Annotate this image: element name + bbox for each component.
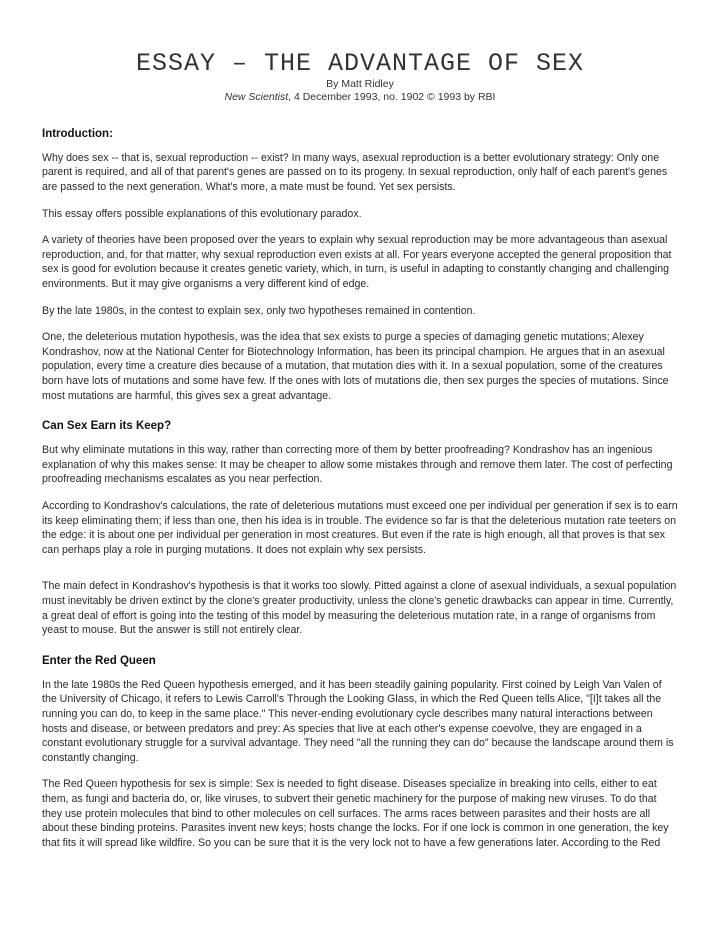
paragraph: In the late 1980s the Red Queen hypothesis emerged, and it has been steadily gaining popularity. First coined by Leigh Van Valen of the University of Chicago, it refers to Lewis Carroll's Through the Looking Glass, in which the Red Queen tells Alice, "[I]t takes all the running you can do, to keep in the same place." This never-ending evolutionary cycle describes many natural interactions between hosts and disease, or between predators and prey: As species that live at each other's expense coevolve, they are engaged in a constant evolutionary struggle for a survival advantage. They need "all the running they can do" because the landscape around them is constantly changing. [42, 678, 674, 764]
paragraph: One, the deleterious mutation hypothesis, was the idea that sex exists to purge a species of damaging genetic mutations; Alexey Kondrashov, now at the National Center for Biotechnology Information, has been its principal champion. He argues that in an asexual population, every time a creature dies because of a mutation, that mutation dies with it. In a sexual population, some of the creatures born have lots of mutations and some have few. If the ones with lots of mutations die, then sex purges the species of mutations. Since most mutations are harmful, this gives sex a great advantage. [42, 331, 669, 402]
paragraph: The Red Queen hypothesis for sex is simple: Sex is needed to fight disease. Diseases specialize in breaking into cells, either to eat them, as fungi and bacteria do, or, like viruses, to subvert their genetic machinery for the purpose of making new viruses. To do that they use protein molecules that bind to other molecules on cell surfaces. The arms races between parasites and their hosts are all about these binding proteins. Parasites invent new keys; hosts change the locks. For if one lock is common in one generation, the key that fits it will spread like wildfire. So you can be sure that it is the very lock not to have a few generations later. According to the Red [42, 778, 669, 849]
paragraph: By the late 1980s, in the contest to explain sex, only two hypotheses remained in contention. [42, 304, 476, 317]
section-heading-keep: Can Sex Earn its Keep? [42, 420, 172, 433]
publication-source [42, 91, 678, 105]
section-heading-red-queen: Enter the Red Queen [42, 654, 156, 667]
publication-name: New Scientist [224, 91, 289, 104]
paragraph: The main defect in Kondrashov's hypothesis is that it works too slowly. Pitted against a clone of asexual individuals, a sexual population must inevitably be driven extinct by the clone's greater productivity, unless the clone's genetic drawbacks can appear in time. Currently, a great deal of effort is going into the testing of this model by measuring the deleterious mutation rate, in a range of organisms from yeast to mouse. But the answer is still not entirely clear. [42, 580, 677, 637]
paragraph: According to Kondrashov's calculations, the rate of deleterious mutations must exceed one per individual per generation if sex is to earn its keep eliminating them; if less than one, then his idea is in trouble. The evidence so far is that the deleterious mutation rate teeters on the edge: it is about one per individual per generation in most creatures. But even if the rate is high enough, all that proves is that sex can perhaps play a role in purging mutations. It does not explain why sex persists. [42, 500, 678, 556]
publication-details: , 4 December 1993, no. 1902 © 1993 by RBI [288, 91, 496, 104]
paragraph: A variety of theories have been proposed over the years to explain why sexual reproduction may be more advantageous than asexual reproduction, and, for that matter, why sexual reproduction even exists at all. For years everyone accepted the general proposition that sex is good for evolution because it creates genetic variety, which, in turn, is useful in adapting to constantly changing and challenging environments. But it may give organisms a very different kind of edge. [42, 234, 672, 290]
paragraph: Why does sex -- that is, sexual reproduction -- exist? In many ways, asexual reproduction is a better evolutionary strategy: Only one parent is required, and all of that parent's genes are passed on to its progeny. In sexual reproduction, only half of each parent's genes are passed to the next generation. What's more, a mate must be found. Yet sex persists. [42, 151, 668, 193]
introduction-heading: Introduction: [42, 127, 113, 140]
paragraph: This essay offers possible explanations of this evolutionary paradox. [42, 207, 362, 220]
essay-title: ESSAY – THE ADVANTAGE OF SEX [135, 49, 585, 78]
author-byline: By Matt Ridley [326, 77, 394, 90]
paragraph: But why eliminate mutations in this way, rather than correcting more of them by better proofreading? Kondrashov has an ingenious explanation of why this makes sense: It may be cheaper to allow some mistakes through and remove them later. The cost of perfecting proofreading mechanisms escalates as you near perfection. [42, 444, 673, 486]
